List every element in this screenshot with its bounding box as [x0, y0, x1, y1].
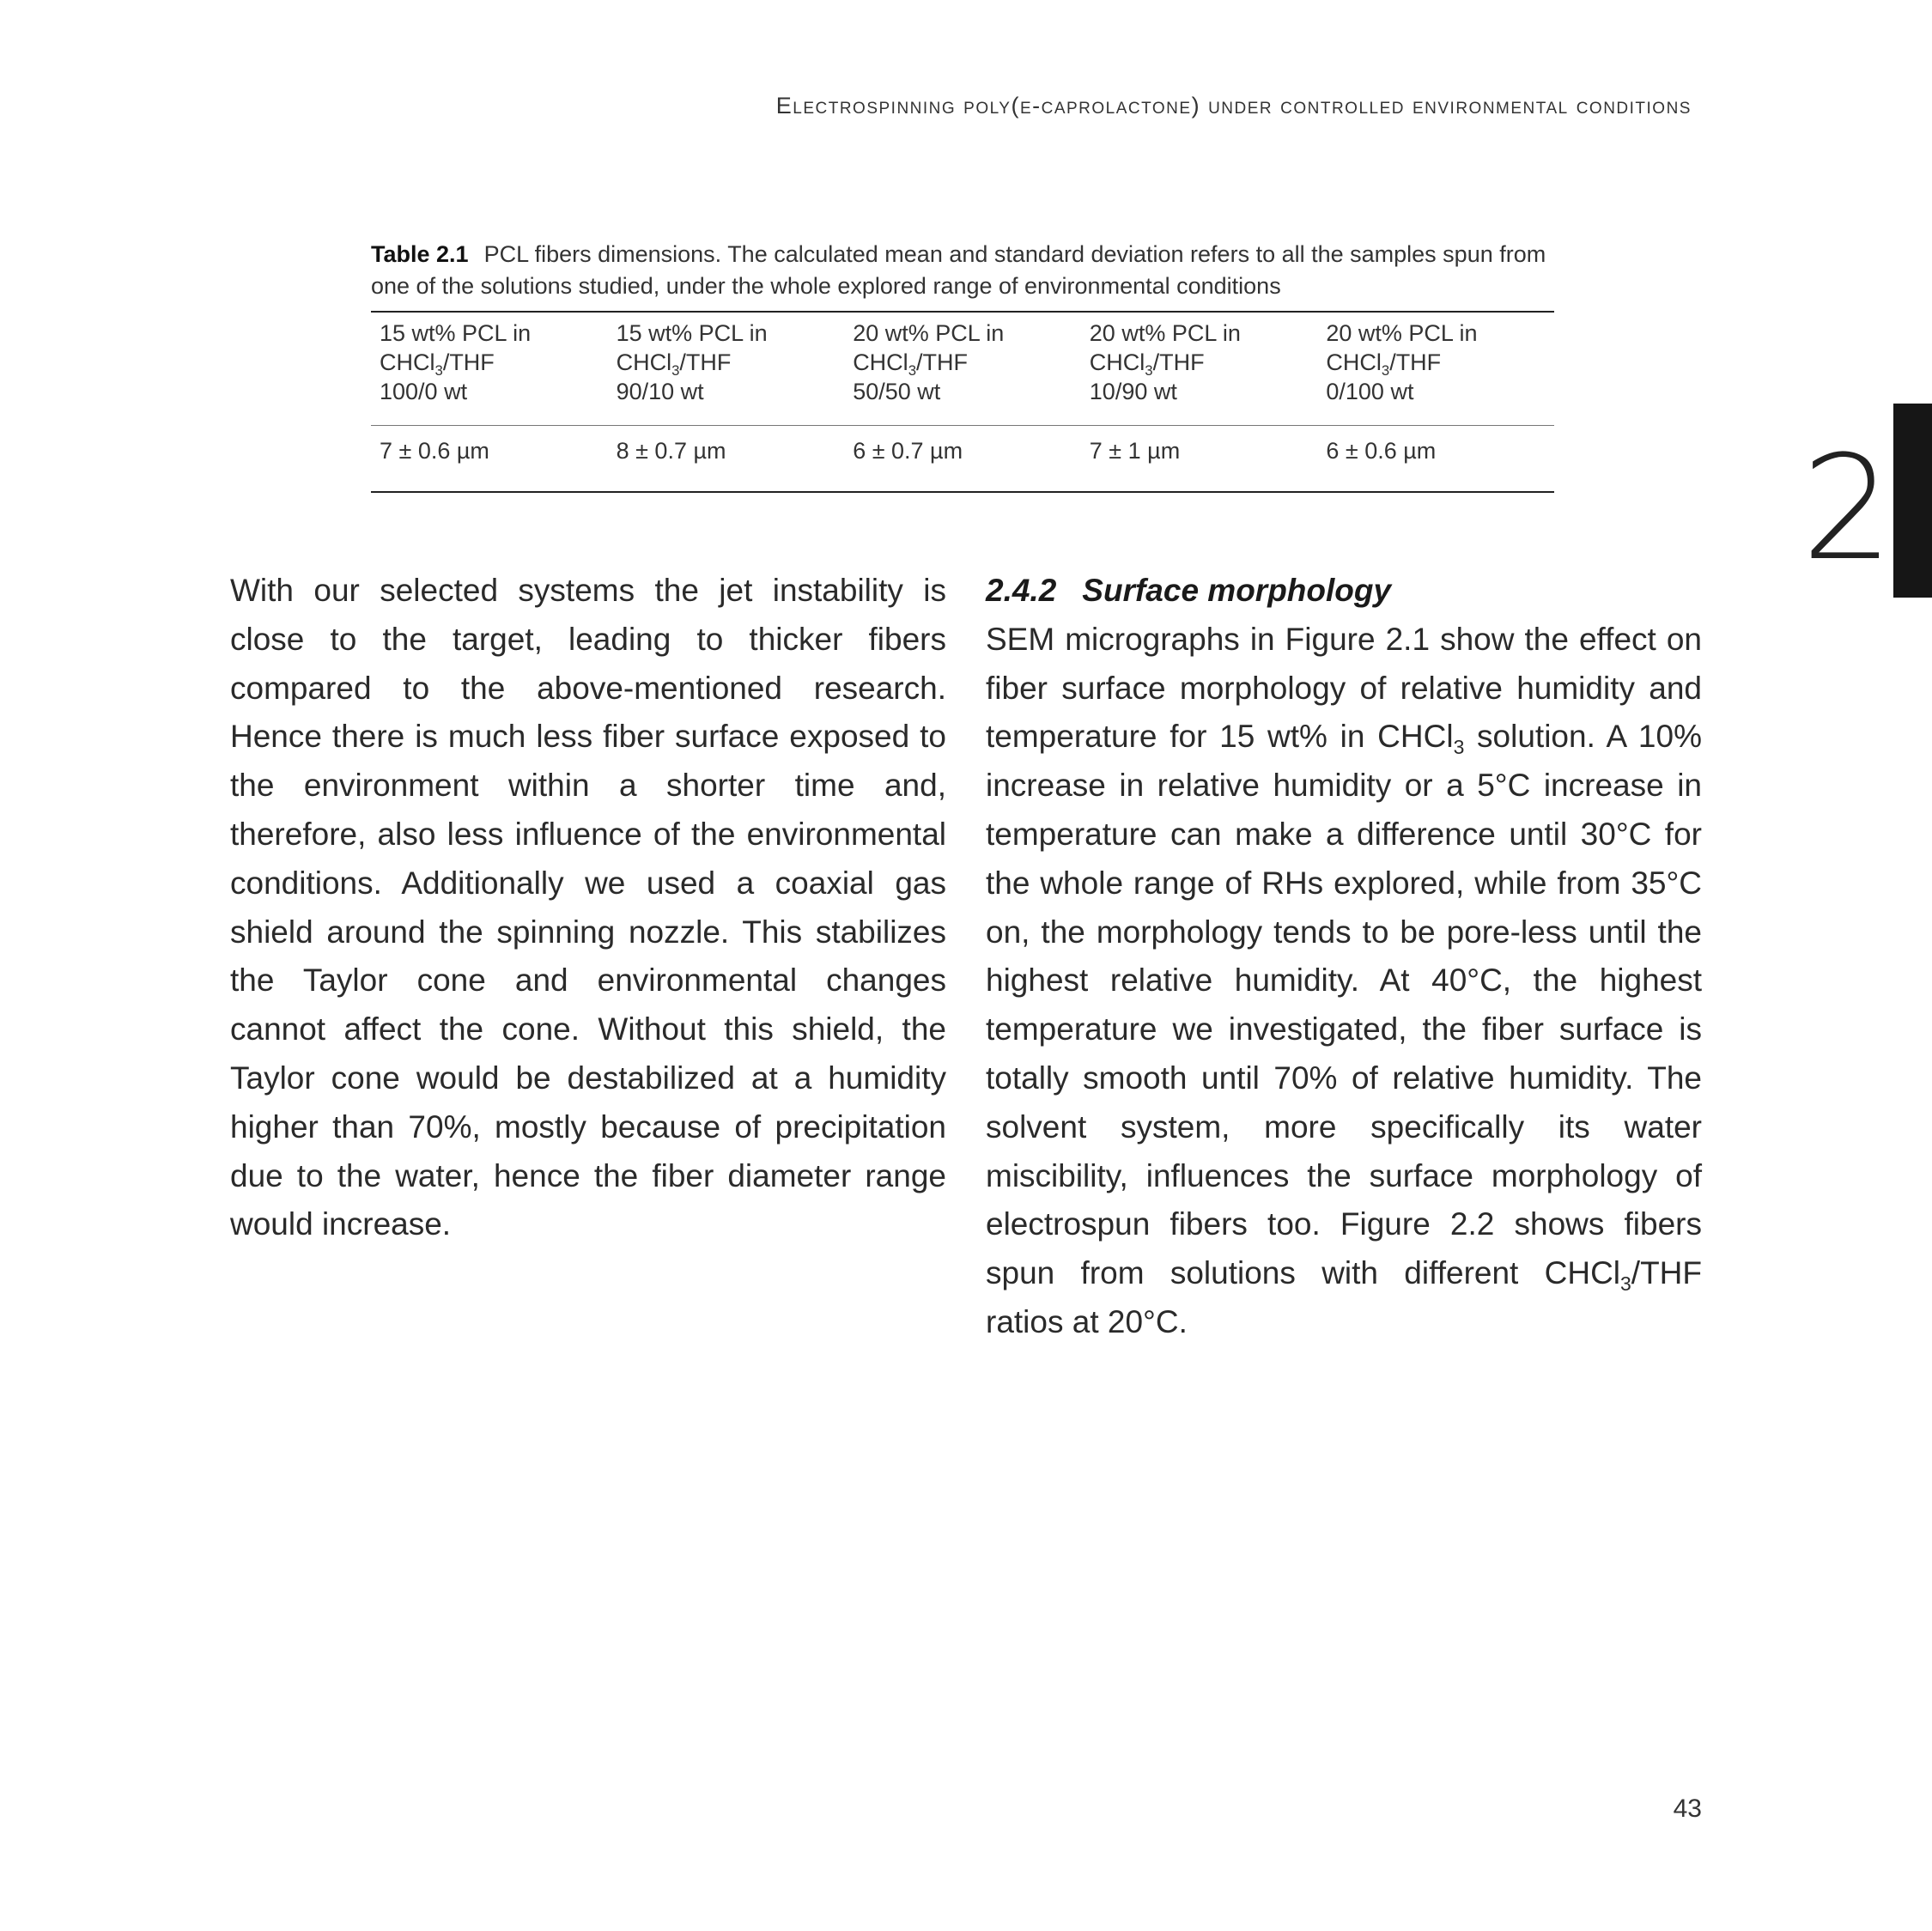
running-head: Electrospinning poly(ε-caprolactone) under controlled environmental conditions	[775, 93, 1692, 118]
table-cell: 6 ± 0.6 µm	[1317, 426, 1554, 493]
left-column	[230, 567, 946, 1249]
section-title: Surface morphology	[1082, 573, 1392, 608]
header-line: CHCl$_3$/THF	[616, 349, 732, 379]
header-line: 50/50 wt	[853, 379, 941, 404]
table-caption-text: PCL fibers dimensions. The calculated mean and standard deviation refers to all the samples spun from one of the solutions studied, under the whole explored range of environmental conditions	[371, 241, 1546, 299]
body-paragraph: SEM micrographs in Figure 2.1 show the effect on fiber surface morphology of relative humidity and temperature for 15 wt% in CHCl$_3$ solution. A 10% increase in relative humidity or a 5°C increase in temperature can make a difference until 30°C for the whole range of RHs explored, while from 35°C on, the morphology tends to be pore-less until the highest relative humidity. At 40°C, the highest temperature we investigated, the fiber surface is totally smooth until 70% of relative humidity. The solvent system, more specifically its water miscibility, influences the surface morphology of electrospun fibers too. Figure 2.2 shows fibers spun from solutions with different CHCl$_3$/THF ratios at 20°C.	[986, 621, 1702, 1339]
table-header-cell	[608, 312, 845, 426]
table-header-cell	[371, 312, 608, 426]
header-line: 0/100 wt	[1326, 379, 1414, 404]
table-cell: 8 ± 0.7 µm	[608, 426, 845, 493]
chapter-number: 2	[1801, 424, 1893, 592]
header-line: 15 wt% PCL in	[380, 320, 532, 346]
table-header-row	[371, 312, 1554, 426]
table-header-cell	[1317, 312, 1554, 426]
table-label: Table 2.1	[371, 241, 469, 267]
header-line: 20 wt% PCL in	[853, 320, 1005, 346]
header-line: 20 wt% PCL in	[1089, 320, 1241, 346]
body-paragraph: With our selected systems the jet instability is close to the target, leading to thicker fibers compared to the above-mentioned research. Hence there is much less fiber surface exposed to the environment within a shorter time and, therefore, also less influence of the environmental conditions. Additionally we used a coaxial gas shield around the spinning nozzle. This stabilizes the Taylor cone and environmental changes cannot affect the cone. Without this shield, the Taylor cone would be destabilized at a humidity higher than 70%, mostly because of precipitation due to the water, hence the fiber diameter range would increase.	[230, 573, 946, 1242]
section-heading	[986, 567, 1702, 616]
header-line: 100/0 wt	[380, 379, 468, 404]
header-line: 15 wt% PCL in	[616, 320, 768, 346]
header-line: CHCl$_3$/THF	[853, 349, 968, 379]
page-number: 43	[1673, 1794, 1702, 1823]
fiber-dimensions-table	[371, 311, 1554, 493]
table-block	[371, 239, 1554, 493]
table-header-cell	[1081, 312, 1318, 426]
table-header-cell	[844, 312, 1081, 426]
header-line: CHCl$_3$/THF	[380, 349, 495, 379]
header-line: 10/90 wt	[1089, 379, 1177, 404]
table-cell: 7 ± 0.6 µm	[371, 426, 608, 493]
header-line: 90/10 wt	[616, 379, 704, 404]
table-cell: 6 ± 0.7 µm	[844, 426, 1081, 493]
right-column	[986, 567, 1702, 1347]
header-line: CHCl$_3$/THF	[1089, 349, 1205, 379]
table-cell: 7 ± 1 µm	[1081, 426, 1318, 493]
chapter-tab-marker	[1893, 404, 1932, 598]
header-line: 20 wt% PCL in	[1326, 320, 1478, 346]
table-caption	[371, 239, 1554, 302]
section-number: 2.4.2	[986, 573, 1057, 608]
table-row	[371, 426, 1554, 493]
header-line: CHCl$_3$/THF	[1326, 349, 1442, 379]
